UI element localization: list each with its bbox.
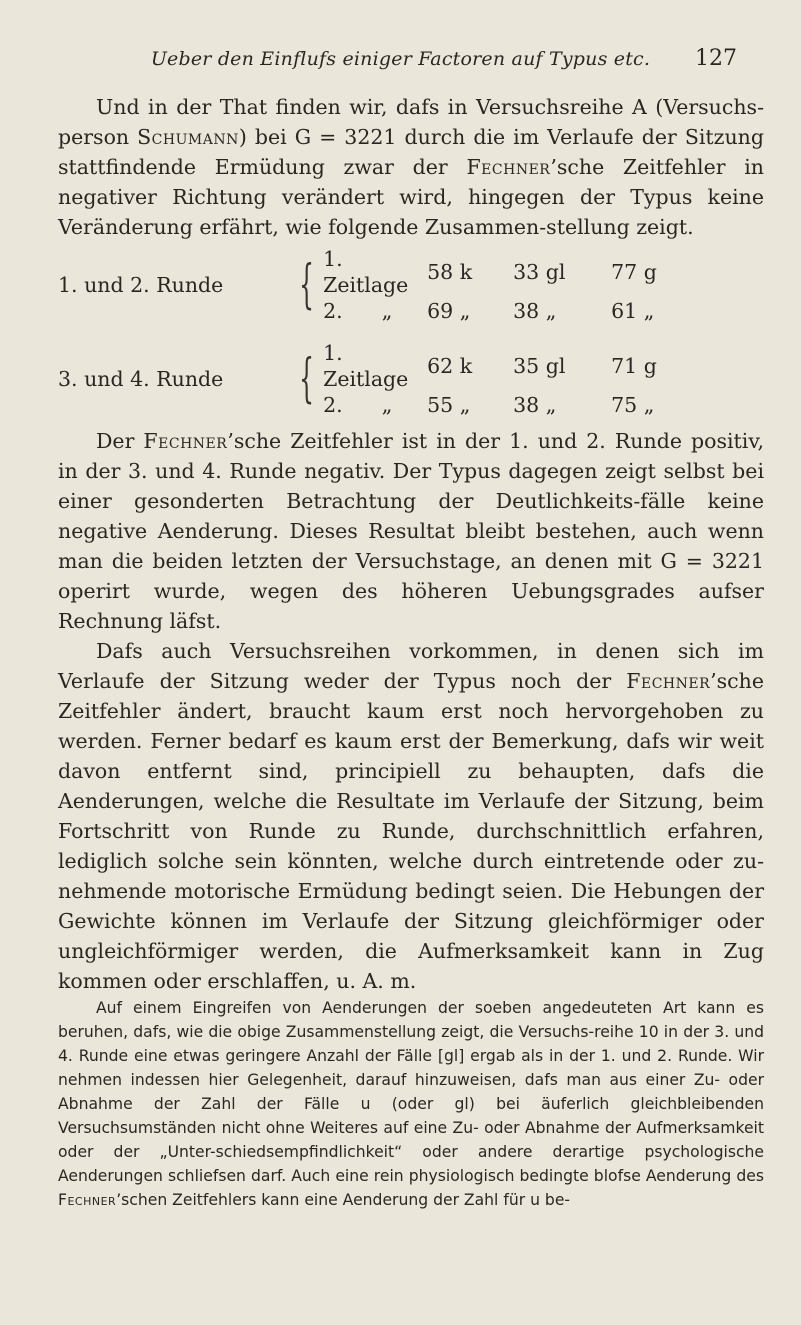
comparison-table: [58, 246, 671, 418]
table-row: [58, 340, 671, 392]
paragraph-2-text-a: Der: [96, 429, 144, 453]
cell-k: 62 k: [427, 354, 473, 378]
paragraph-3-text-b: ’sche Zeitfehler ändert, braucht kaum erst noch hervorgehoben zu werden. Ferner bedarf es kaum erst der Bemerkung, dafs wir weit davon entfernt sind, principiell zu behaupten, dafs die Aenderungen, welche die Resultate im Verlaufe der Sitzung, beim Fortschritt von Runde zu Runde, durchschnittlich erfahren, lediglich solche sein könnten, welche durch eintretende oder zu-nehmende motorische Ermüdung bedingt seien. Die Hebungen der Gewichte können im Verlaufe der Sitzung gleichförmiger oder ungleichförmiger werden, die Aufmerksamkeit kann in Zug kommen oder erschlaffen, u. A. m.: [58, 669, 764, 993]
author-name-schumann: Schumann: [137, 125, 239, 149]
cell-g: 61 „: [611, 299, 655, 323]
author-name-fechner: Fechner: [626, 669, 711, 693]
cell-lage: 2. „: [323, 393, 393, 417]
cell-lage: 1. Zeitlage: [323, 341, 409, 391]
author-name-fechner: Fechner: [143, 429, 228, 453]
cell-k: 58 k: [427, 260, 473, 284]
page-header: [0, 40, 801, 80]
paragraph-1-text-b: ) bei G = 3221 durch die im Verlaufe der Sitzung stattfindende Ermüdung zwar der: [58, 125, 764, 179]
paragraph-1-text-a: Und in der That finden wir, dafs in Versuchsreihe A (Versuchs-person: [58, 95, 764, 149]
brace-1: {: [299, 255, 314, 315]
table-row: [58, 246, 671, 298]
cell-lage: 1. Zeitlage: [323, 247, 409, 297]
cell-gl: 35 gl: [513, 354, 566, 378]
page-body: [58, 92, 764, 1212]
author-name-fechner: Fechner: [58, 1191, 117, 1209]
cell-g: 75 „: [611, 393, 655, 417]
paragraph-1-text-c: ’sche Zeitfehler in negativer Richtung verändert wird, hingegen der Typus keine Veränderung erfährt, wie folgende Zusammen-stellung zeigt.: [58, 155, 764, 239]
table-spacer: [58, 324, 671, 340]
cell-gl: 38 „: [513, 299, 557, 323]
paragraph-1: [58, 92, 764, 242]
page-number: 127: [695, 46, 737, 71]
cell-g: 77 g: [611, 260, 657, 284]
paragraph-3: [58, 636, 764, 996]
footnote-text-a: Auf einem Eingreifen von Aenderungen der soeben angedeuteten Art kann es beruhen, dafs, wie die obige Zusammenstellung zeigt, die Versuchs-reihe 10 in der 3. und 4. Runde eine etwas geringere Anzahl der Fälle [gl] ergab als in der 1. und 2. Runde. Wir nehmen indessen hier Gelegenheit, darauf hinzuweisen, dafs man aus einer Zu- oder Abnahme der Zahl der Fälle u (oder gl) bei äuferlich gleichbleibenden Versuchsumständen nicht ohne Weiteres auf eine Zu- oder Abnahme der Aufmerksamkeit oder der „Unter-schiedsempfindlichkeit“ oder andere derartige psychologische Aenderungen schliefsen darf. Auch eine rein physiologisch bedingte blofse Aenderung des: [58, 999, 764, 1185]
brace-2: {: [299, 349, 314, 409]
cell-k: 69 „: [427, 299, 471, 323]
running-title: Ueber den Einflufs einiger Factoren auf Typus etc.: [150, 48, 651, 70]
paragraph-2-text-b: ’sche Zeitfehler ist in der 1. und 2. Runde positiv, in der 3. und 4. Runde negativ. Der Typus dagegen zeigt selbst bei einer gesonderten Betrachtung der Deutlichkeits-fälle keine negative Aenderung. Dieses Resultat bleibt bestehen, auch wenn man die beiden letzten der Versuchstage, an denen mit G = 3221 operirt wurde, wegen des höheren Uebungsgrades aufser Rechnung läfst.: [58, 429, 765, 633]
cell-g: 71 g: [611, 354, 657, 378]
group-label-2: 3. und 4. Runde: [58, 367, 224, 391]
cell-gl: 38 „: [513, 393, 557, 417]
paragraph-3-text-a: Dafs auch Versuchsreihen vorkommen, in denen sich im Verlaufe der Sitzung weder der Typus noch der: [58, 639, 764, 693]
author-name-fechner: Fechner: [466, 155, 551, 179]
group-label-1: 1. und 2. Runde: [58, 273, 224, 297]
footnote-paragraph: [58, 996, 764, 1212]
footnote-text-b: ’schen Zeitfehlers kann eine Aenderung der Zahl für u be-: [116, 1191, 571, 1209]
cell-gl: 33 gl: [513, 260, 566, 284]
cell-lage: 2. „: [323, 299, 393, 323]
cell-k: 55 „: [427, 393, 471, 417]
paragraph-2: [58, 426, 764, 636]
